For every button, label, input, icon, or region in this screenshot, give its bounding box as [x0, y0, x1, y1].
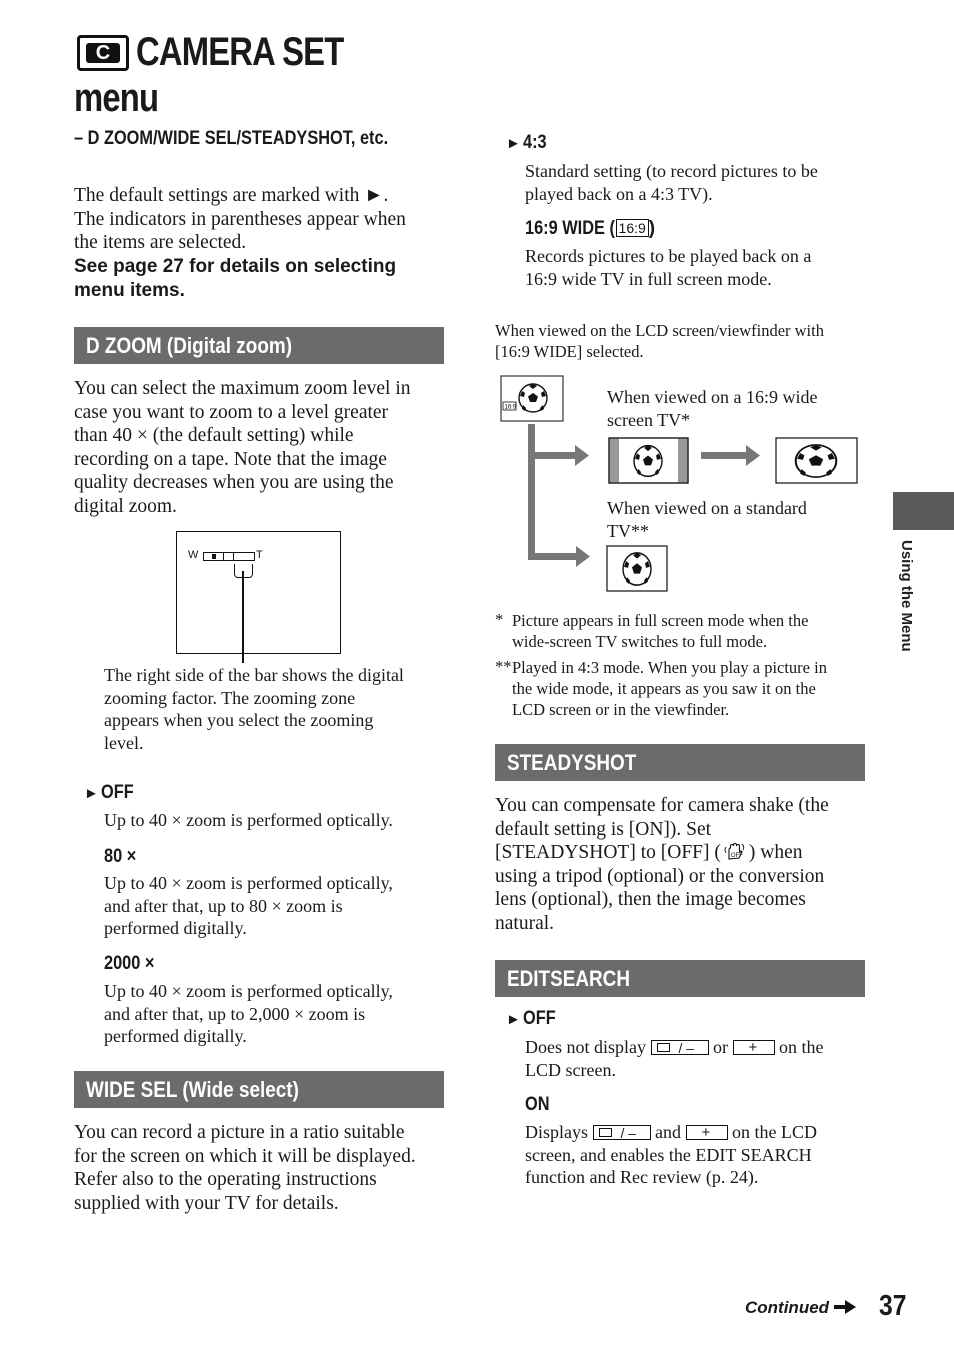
caption-line: zooming factor. The zooming zone: [104, 687, 356, 708]
rec-review-icon-text: / –: [620, 1125, 637, 1141]
caption-line: appears when you select the zooming: [104, 710, 374, 730]
footnote-2-mark: **: [495, 657, 512, 676]
intro-bold-line: See page 27 for details on selecting: [74, 256, 397, 277]
option-editsearch-on: [525, 1093, 554, 1117]
option-desc-line: performed digitally.: [104, 918, 247, 938]
zoom-w-label: W: [188, 549, 199, 561]
chapter-label: [898, 540, 918, 680]
option-desc: [104, 872, 449, 940]
option-widesel-16-9: [525, 217, 655, 241]
wide-indicator-text: 16:9: [618, 220, 646, 236]
intro-see-page: [74, 255, 454, 302]
desc-fragment: on the: [779, 1037, 824, 1057]
caption-line: The right side of the bar shows the digital: [104, 665, 404, 685]
std-tv-label: [607, 497, 867, 542]
continued-text: Continued: [745, 1298, 830, 1317]
widesel-viewed-note: [495, 320, 875, 362]
body-line: [495, 841, 870, 865]
diagram-label-line: When viewed on a 16:9 wide: [607, 387, 818, 407]
option-desc-line: and after that, up to 2,000 × zoom is: [104, 1003, 366, 1024]
body-line: You can select the maximum zoom level in: [74, 378, 411, 399]
option-desc-line: screen, and enables the EDIT SEARCH: [525, 1144, 812, 1165]
option-label-end: ): [648, 218, 656, 239]
footnote-line: the wide mode, it appears as you saw it on the: [512, 679, 816, 698]
footnote-line: wide-screen TV switches to full mode.: [512, 632, 768, 651]
option-desc-line: function and Rec review (p. 24).: [525, 1167, 759, 1187]
section-heading-widesel: [74, 1071, 444, 1108]
footnote-line: Played in 4:3 mode. When you play a picture in: [512, 658, 827, 677]
body-line: than 40 × (the default setting) while: [74, 425, 354, 446]
zoom-t-label: T: [256, 549, 263, 561]
wide-tv-label: [607, 386, 867, 431]
continued-arrow-icon: [834, 1300, 856, 1314]
option-desc: [525, 160, 870, 205]
desc-fragment: on the LCD: [732, 1122, 817, 1142]
option-desc-line: and after that, up to 80 × zoom is: [104, 895, 343, 916]
option-desc-line: Standard setting (to record pictures to be: [525, 161, 818, 181]
dzoom-body: [74, 377, 449, 518]
zoom-bar-divider: [233, 553, 234, 560]
option-widesel-4-3: [506, 131, 550, 156]
option-desc: [104, 980, 449, 1048]
option-desc: [104, 809, 449, 832]
desc-fragment: Displays: [525, 1122, 588, 1142]
desc-fragment: and: [655, 1122, 681, 1142]
option-label: 2000 ×: [104, 953, 155, 974]
caption-line: level.: [104, 732, 144, 753]
rec-review-icon-text: / –: [678, 1040, 695, 1056]
widesel-body: [74, 1121, 452, 1215]
intro-bold-line: menu items.: [74, 279, 185, 301]
steadyshot-off-icon: [721, 842, 749, 862]
camera-set-icon-glyph: C: [86, 43, 120, 63]
intro-line: The default settings are marked with ►.: [74, 185, 389, 206]
body-line: for the screen on which it will be displayed.: [74, 1145, 416, 1167]
option-desc-line: Up to 40 × zoom is performed optically.: [104, 810, 393, 830]
option-desc-line: 16:9 wide TV in full screen mode.: [525, 268, 772, 289]
body-fragment: ) when: [748, 842, 803, 863]
wide-tv-full-thumbnail: [776, 438, 857, 483]
body-line: You can record a picture in a ratio suitable: [74, 1122, 405, 1143]
body-line: lens (optional), then the image becomes: [495, 889, 806, 910]
lcd-screen-thumbnail: [501, 376, 563, 421]
page-title-line1: CAMERA SET: [136, 30, 344, 74]
standard-tv-thumbnail: [607, 546, 667, 591]
footnote-line: Picture appears in full screen mode when the: [512, 611, 809, 630]
desc-fragment: Does not display: [525, 1037, 646, 1057]
option-desc-line: performed digitally.: [104, 1026, 247, 1046]
edit-search-plus-icon: [733, 1040, 775, 1055]
body-line: case you want to zoom to a level greater: [74, 401, 389, 423]
option-desc-line: LCD screen.: [525, 1059, 616, 1080]
intro-line: the items are selected.: [74, 232, 247, 253]
note-line: When viewed on the LCD screen/viewfinder with: [495, 321, 824, 340]
zoom-leader-line: [242, 571, 244, 663]
option-label: 4:3: [522, 132, 547, 153]
intro-text: [74, 184, 454, 255]
option-editsearch-off: [506, 1007, 561, 1032]
page-title-line2: menu: [74, 76, 159, 120]
option-desc: [525, 245, 870, 290]
body-line: digital zoom.: [74, 495, 177, 517]
section-heading-label: EDITSEARCH: [507, 966, 630, 991]
wide-tv-squeezed-thumbnail: [609, 438, 688, 483]
chapter-label-text: Using the Menu: [898, 540, 915, 652]
option-label: 16:9 WIDE (: [525, 218, 615, 239]
zoom-bar-divider: [223, 553, 224, 560]
section-heading-dzoom: [74, 327, 444, 364]
body-line: quality decreases when you are using the: [74, 472, 394, 493]
default-marker-icon: ►: [506, 135, 521, 152]
camera-set-icon: [77, 35, 129, 71]
body-fragment: [STEADYSHOT] to [OFF] (: [495, 842, 721, 863]
option-dzoom-off: [84, 781, 139, 806]
steadyshot-body: [495, 794, 870, 935]
page-number: 37: [879, 1290, 907, 1322]
footnote-1: [512, 610, 872, 652]
default-marker-icon: ►: [506, 1011, 521, 1028]
body-line: default setting is [ON]). Set: [495, 818, 712, 840]
edit-search-plus-icon: [686, 1125, 728, 1140]
chapter-tab: [893, 492, 954, 530]
option-desc-line: [525, 1036, 870, 1059]
section-heading-editsearch: [495, 960, 865, 997]
body-line: supplied with your TV for details.: [74, 1192, 339, 1214]
intro-line: The indicators in parentheses appear when: [74, 208, 406, 230]
body-line: You can compensate for camera shake (the: [495, 795, 829, 816]
lcd-badge-text: 16:9: [504, 404, 517, 411]
wide-indicator-icon: [616, 219, 649, 237]
option-label: OFF: [522, 1008, 556, 1029]
edit-search-plus-icon-text: +: [701, 1124, 711, 1141]
body-line: Refer also to the operating instructions: [74, 1169, 377, 1190]
rec-review-icon: [593, 1125, 651, 1140]
option-label: OFF: [100, 782, 134, 803]
continued-label: [745, 1298, 856, 1318]
body-line: natural.: [495, 912, 555, 934]
option-desc-line: Records pictures to be played back on a: [525, 246, 812, 266]
section-heading-label: STEADYSHOT: [507, 750, 637, 775]
footnote-1-mark: *: [495, 610, 504, 629]
note-line: [16:9 WIDE] selected.: [495, 342, 644, 361]
option-label: 80 ×: [104, 846, 137, 867]
footnote-2: [512, 657, 872, 720]
footnote-line: LCD screen or in the viewfinder.: [512, 700, 730, 719]
option-desc-line: Up to 40 × zoom is performed optically,: [104, 981, 393, 1001]
body-line: recording on a tape. Note that the image: [74, 448, 387, 470]
zoom-bar-indicator: [212, 554, 216, 559]
diagram-label-line: screen TV*: [607, 409, 691, 430]
section-heading-steadyshot: [495, 744, 865, 781]
option-desc-line: played back on a 4:3 TV).: [525, 183, 713, 204]
page-subtitle: – D ZOOM/WIDE SEL/STEADYSHOT, etc.: [74, 128, 389, 149]
zoom-bar: [203, 552, 255, 561]
edit-search-plus-icon-text: +: [748, 1039, 758, 1056]
option-desc-line: [525, 1121, 870, 1144]
desc-fragment: or: [713, 1037, 728, 1057]
steadyshot-off-icon-text: OFF: [730, 853, 743, 859]
section-heading-label: WIDE SEL (Wide select): [86, 1077, 299, 1102]
option-dzoom-2000x: [104, 952, 163, 976]
section-heading-label: D ZOOM (Digital zoom): [86, 333, 292, 358]
zoom-zone-bracket: [234, 564, 253, 578]
rec-review-icon: [651, 1040, 709, 1055]
option-dzoom-80x: [104, 845, 142, 869]
editsearch-on-desc: [525, 1121, 870, 1189]
default-marker-icon: ►: [84, 785, 99, 802]
diagram-label-line: TV**: [607, 520, 649, 541]
option-desc-line: Up to 40 × zoom is performed optically,: [104, 873, 393, 893]
dzoom-caption: [104, 664, 449, 754]
editsearch-off-desc: [525, 1036, 870, 1081]
option-label: ON: [525, 1094, 550, 1115]
diagram-label-line: When viewed on a standard: [607, 498, 807, 518]
body-line: using a tripod (optional) or the conversion: [495, 865, 825, 887]
